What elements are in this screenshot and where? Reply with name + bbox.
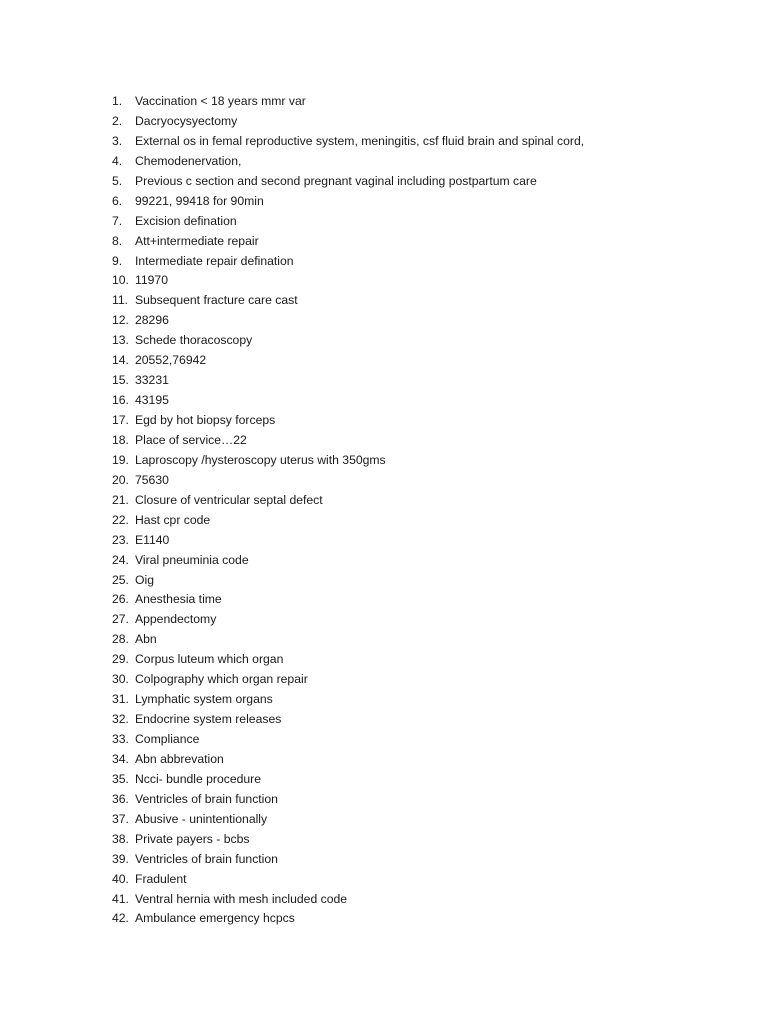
list-item: [112, 610, 584, 630]
list-item-text: Vaccination < 18 years mmr var: [135, 94, 306, 108]
list-item: [112, 551, 584, 571]
list-item: [112, 909, 584, 929]
list-item-number: 31.: [112, 692, 129, 707]
list-item: [112, 511, 584, 531]
list-item: [112, 112, 584, 132]
list-item-text: Laproscopy /hysteroscopy uterus with 350gms: [135, 452, 386, 467]
list-item: [112, 790, 584, 810]
list-item-text: Colpography which organ repair: [135, 672, 308, 687]
list-item-text: Ambulance emergency hcpcs: [135, 911, 295, 926]
list-item: [112, 391, 584, 411]
list-item: [112, 212, 584, 232]
list-item: [112, 271, 584, 291]
list-item: [112, 132, 584, 152]
list-item-number: 13.: [112, 333, 129, 348]
list-item-number: 18.: [112, 432, 129, 447]
list-item-number: 26.: [112, 592, 129, 607]
list-item: [112, 870, 584, 890]
list-item-text: 33231: [135, 373, 169, 388]
list-item-number: 32.: [112, 712, 129, 727]
list-item: [112, 571, 584, 591]
list-item-number: 39.: [112, 851, 129, 866]
list-item-text: Oig: [135, 572, 154, 587]
list-item-number: 22.: [112, 512, 129, 527]
list-item-text: 99221, 99418 for 90min: [135, 193, 264, 208]
list-item-number: 29.: [112, 652, 129, 667]
list-item-number: 28.: [112, 632, 129, 647]
list-item: [112, 750, 584, 770]
list-item-text: Abn abbrevation: [135, 751, 224, 766]
list-item-number: 9.: [112, 253, 123, 268]
list-item-text: Place of service…22: [135, 432, 247, 447]
list-item-number: 19.: [112, 452, 129, 467]
list-item-text: Ncci- bundle procedure: [135, 771, 262, 786]
list-item-number: 41.: [112, 891, 129, 906]
list-item: [112, 670, 584, 690]
list-item: [112, 431, 584, 451]
list-item-text: Viral pneuminia code: [135, 552, 249, 567]
list-item: [112, 92, 584, 112]
list-item-text: Ventricles of brain function: [135, 791, 278, 806]
list-item: [112, 531, 584, 551]
list-item-text: Dacryocysyectomy: [135, 113, 238, 128]
list-item-number: 4.: [112, 153, 123, 168]
list-item-text: E1140: [135, 532, 170, 547]
list-item-text: 43195: [135, 393, 169, 408]
list-item-text: 75630: [135, 472, 169, 487]
list-item-text: Previous c section and second pregnant vaginal including postpartum care: [135, 173, 537, 188]
list-item-number: 11.: [112, 293, 129, 308]
list-item: [112, 331, 584, 351]
list-item-number: 36.: [112, 791, 129, 806]
list-item-number: 38.: [112, 831, 129, 846]
list-item-number: 40.: [112, 871, 129, 886]
list-item-number: 14.: [112, 353, 129, 368]
list-item-text: Ventral hernia with mesh included code: [135, 891, 348, 906]
list-item: [112, 172, 584, 192]
list-item-number: 30.: [112, 672, 129, 687]
list-item-text: Egd by hot biopsy forceps: [135, 413, 276, 427]
list-item: [112, 630, 584, 650]
list-item: [112, 850, 584, 870]
list-item-text: Private payers - bcbs: [135, 831, 250, 846]
list-item: [112, 590, 584, 610]
list-item: [112, 690, 584, 710]
list-item-number: 20.: [112, 472, 129, 487]
list-item: [112, 371, 584, 391]
list-item-text: Lymphatic system organs: [135, 692, 273, 707]
list-item: [112, 890, 584, 910]
list-item: [112, 411, 584, 431]
list-item-number: 24.: [112, 552, 129, 567]
list-item-number: 2.: [112, 113, 123, 128]
list-item: [112, 770, 584, 790]
list-item-number: 10.: [112, 273, 129, 288]
list-item-number: 25.: [112, 572, 129, 587]
list-item-text: Fradulent: [135, 871, 187, 886]
list-item-number: 23.: [112, 532, 129, 547]
list-item-number: 1.: [112, 94, 123, 108]
list-item-text: External os in femal reproductive system, meningitis, csf fluid brain and spinal cord,: [135, 133, 585, 148]
list-item: [112, 311, 584, 331]
list-item-number: 27.: [112, 612, 129, 627]
list-item: [112, 730, 584, 750]
list-item: [112, 152, 584, 172]
list-item-text: Abn: [135, 632, 157, 647]
list-item-number: 42.: [112, 911, 129, 926]
list-item-text: Abusive - unintentionally: [135, 811, 268, 826]
numbered-list: [112, 92, 584, 929]
list-item-number: 12.: [112, 313, 129, 328]
list-item-text: 28296: [135, 313, 169, 328]
list-item-text: Chemodenervation,: [135, 153, 242, 168]
list-item-text: Hast cpr code: [135, 512, 211, 527]
list-item-text: Intermediate repair defination: [135, 253, 294, 268]
list-item-number: 37.: [112, 811, 129, 826]
list-item-text: Endocrine system releases: [135, 712, 282, 727]
list-item: [112, 351, 584, 371]
list-item-number: 21.: [112, 492, 129, 507]
list-item: [112, 232, 584, 252]
list-item-number: 33.: [112, 732, 129, 746]
list-item-text: Att+intermediate repair: [135, 233, 259, 248]
list-item-number: 3.: [112, 133, 123, 148]
list-item: [112, 710, 584, 730]
list-item: [112, 471, 584, 491]
list-item-text: Excision defination: [135, 213, 237, 228]
list-item-text: 11970: [135, 273, 168, 288]
list-item-text: 20552,76942: [135, 353, 207, 368]
list-item-number: 7.: [112, 213, 123, 228]
list-item-number: 34.: [112, 751, 129, 766]
list-item-text: Corpus luteum which organ: [135, 652, 284, 667]
list-item-text: Schede thoracoscopy: [135, 333, 253, 348]
list-item-number: 35.: [112, 771, 129, 786]
list-item-text: Ventricles of brain function: [135, 851, 278, 866]
list-item-text: Anesthesia time: [135, 592, 222, 607]
list-item-text: Subsequent fracture care cast: [135, 293, 298, 308]
list-item-text: Compliance: [135, 732, 200, 746]
list-item: [112, 291, 584, 311]
list-item-number: 5.: [112, 173, 123, 188]
list-item-number: 15.: [112, 373, 129, 388]
list-item-number: 17.: [112, 413, 129, 427]
list-item: [112, 252, 584, 272]
list-item-text: Closure of ventricular septal defect: [135, 492, 323, 507]
list-item-number: 16.: [112, 393, 129, 408]
list-item: [112, 491, 584, 511]
list-item-text: Appendectomy: [135, 612, 217, 627]
list-item: [112, 650, 584, 670]
list-item-number: 6.: [112, 193, 123, 208]
list-item-number: 8.: [112, 233, 123, 248]
list-item: [112, 451, 584, 471]
list-item: [112, 830, 584, 850]
list-item: [112, 810, 584, 830]
list-item: [112, 192, 584, 212]
